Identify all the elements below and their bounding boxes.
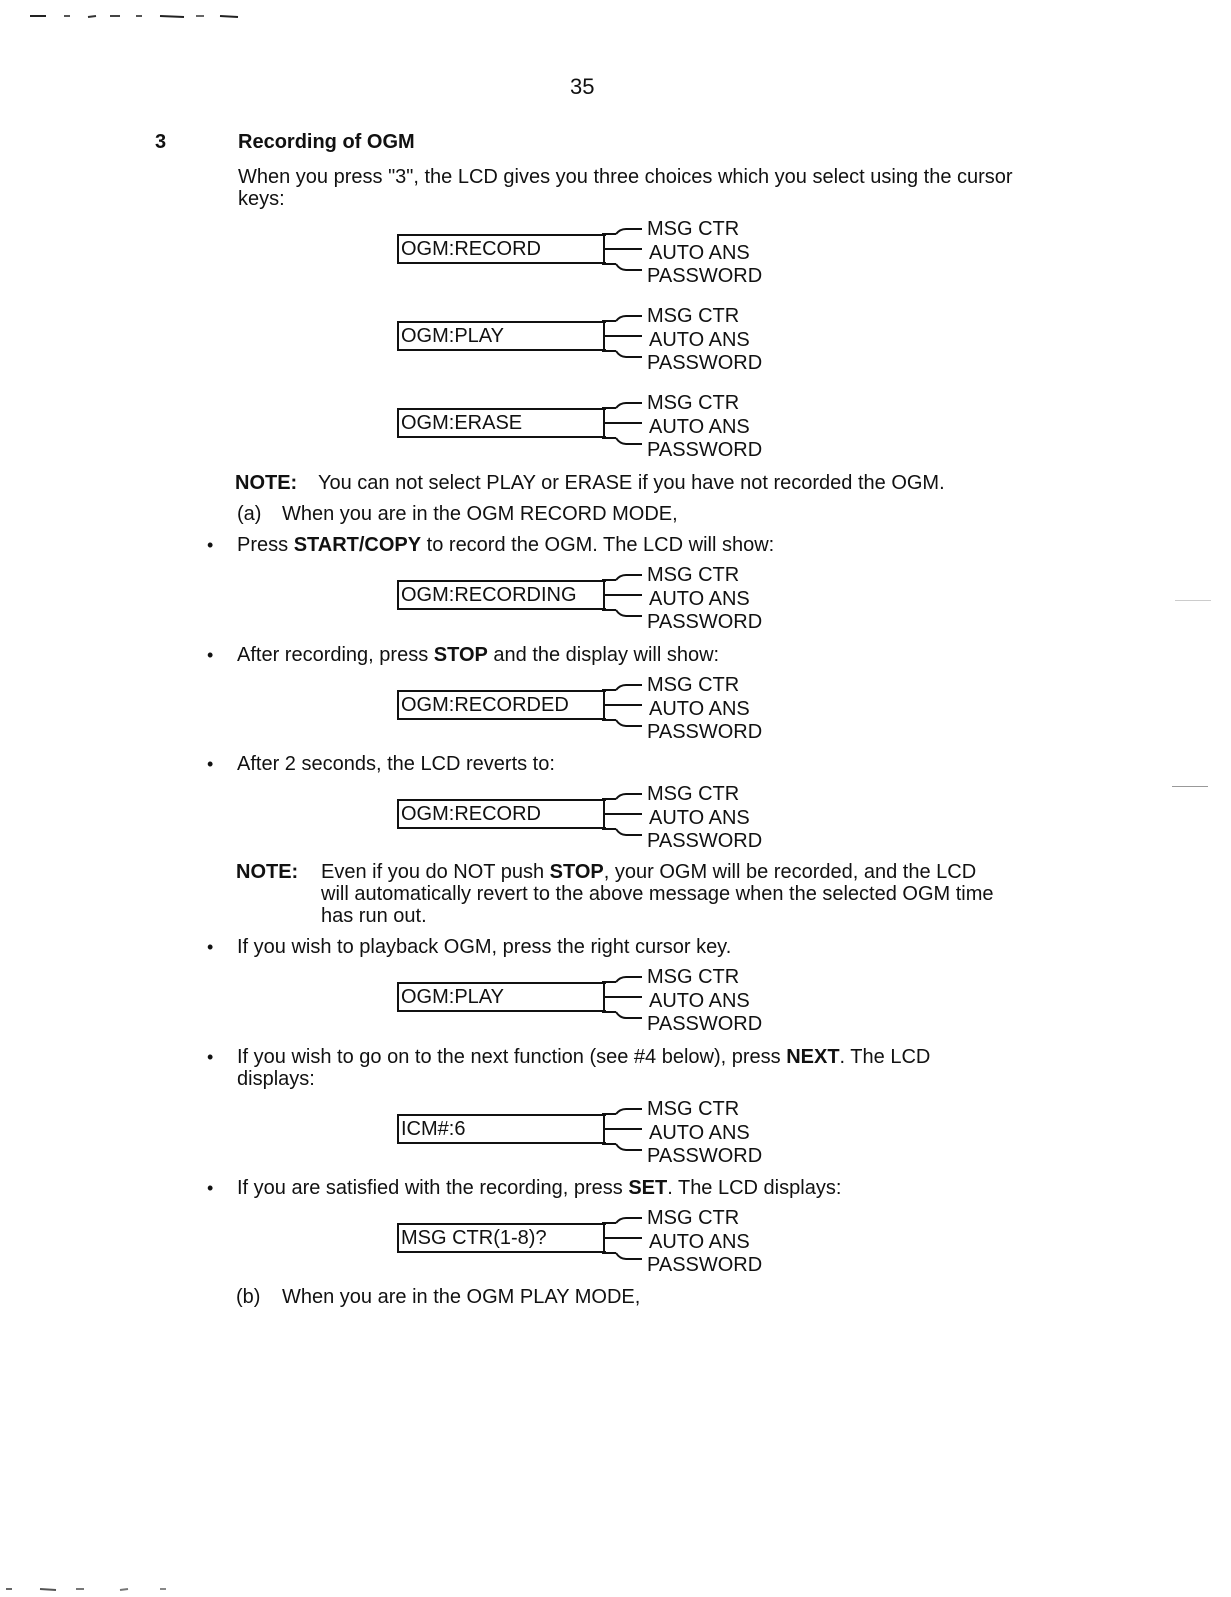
- lcd-display: OGM:RECORDING: [397, 580, 606, 610]
- intro-paragraph: When you press "3", the LCD gives you three choices which you select using the cursor keys:: [238, 166, 1013, 210]
- lcd-diagram: [397, 305, 777, 375]
- option-msg-ctr: MSG CTR: [647, 218, 740, 240]
- item-label: (a): [237, 503, 262, 525]
- lcd-diagram: [397, 1098, 777, 1168]
- connector-bracket: [602, 218, 647, 288]
- option-msg-ctr: MSG CTR: [647, 392, 740, 414]
- bullet-icon: •: [207, 1047, 214, 1067]
- option-msg-ctr: MSG CTR: [647, 305, 740, 327]
- option-auto-ans: AUTO ANS: [649, 1231, 750, 1253]
- item-text: When you are in the OGM PLAY MODE,: [282, 1286, 641, 1308]
- option-password: PASSWORD: [647, 721, 763, 743]
- option-password: PASSWORD: [647, 352, 763, 374]
- option-auto-ans: AUTO ANS: [649, 242, 750, 264]
- bullet-text: If you wish to go on to the next function (see #4 below), press NEXT. The LCD: [237, 1046, 931, 1068]
- option-msg-ctr: MSG CTR: [647, 966, 740, 988]
- margin-mark: [1175, 600, 1211, 601]
- bullet-icon: •: [207, 1178, 214, 1198]
- note-text: Even if you do NOT push STOP, your OGM will be recorded, and the LCD: [321, 861, 977, 883]
- item-text: When you are in the OGM RECORD MODE,: [282, 503, 678, 525]
- section-title: Recording of OGM: [238, 131, 415, 153]
- lcd-display: OGM:RECORD: [397, 799, 606, 829]
- lcd-diagram: [397, 392, 777, 462]
- scan-artifact: [0, 10, 240, 20]
- lcd-display: OGM:ERASE: [397, 408, 606, 438]
- connector-bracket: [602, 305, 647, 375]
- lcd-diagram: [397, 783, 777, 853]
- connector-bracket: [602, 392, 647, 462]
- item-label: (b): [236, 1286, 261, 1308]
- option-password: PASSWORD: [647, 1145, 763, 1167]
- lcd-display: OGM:PLAY: [397, 982, 606, 1012]
- connector-bracket: [602, 1098, 647, 1168]
- option-msg-ctr: MSG CTR: [647, 1207, 740, 1229]
- note-label: NOTE:: [235, 472, 298, 494]
- bullet-icon: •: [207, 535, 214, 555]
- bullet-text: displays:: [237, 1068, 315, 1090]
- option-auto-ans: AUTO ANS: [649, 990, 750, 1012]
- page-number: 35: [570, 74, 595, 99]
- option-msg-ctr: MSG CTR: [647, 783, 740, 805]
- lcd-diagram: [397, 564, 777, 634]
- option-auto-ans: AUTO ANS: [649, 698, 750, 720]
- connector-bracket: [602, 674, 647, 744]
- lcd-display: MSG CTR(1-8)?: [397, 1223, 606, 1253]
- connector-bracket: [602, 564, 647, 634]
- lcd-diagram: [397, 1207, 777, 1277]
- bullet-text: After 2 seconds, the LCD reverts to:: [237, 753, 555, 775]
- note-label: NOTE:: [236, 861, 299, 883]
- lcd-diagram: [397, 218, 777, 288]
- option-auto-ans: AUTO ANS: [649, 416, 750, 438]
- option-auto-ans: AUTO ANS: [649, 1122, 750, 1144]
- option-password: PASSWORD: [647, 1254, 763, 1276]
- lcd-diagram: [397, 674, 777, 744]
- option-msg-ctr: MSG CTR: [647, 1098, 740, 1120]
- connector-bracket: [602, 1207, 647, 1277]
- bullet-icon: •: [207, 645, 214, 665]
- note-text: You can not select PLAY or ERASE if you have not recorded the OGM.: [318, 472, 945, 494]
- option-msg-ctr: MSG CTR: [647, 674, 740, 696]
- bullet-icon: •: [207, 754, 214, 774]
- margin-mark: [1172, 786, 1208, 787]
- connector-bracket: [602, 966, 647, 1036]
- note-text: will automatically revert to the above message when the selected OGM time: [321, 883, 994, 905]
- lcd-display: OGM:RECORD: [397, 234, 606, 264]
- option-password: PASSWORD: [647, 265, 763, 287]
- option-password: PASSWORD: [647, 1013, 763, 1035]
- lcd-diagram: [397, 966, 777, 1036]
- option-auto-ans: AUTO ANS: [649, 588, 750, 610]
- bullet-text: If you are satisfied with the recording, press SET. The LCD displays:: [237, 1177, 842, 1199]
- option-msg-ctr: MSG CTR: [647, 564, 740, 586]
- option-password: PASSWORD: [647, 611, 763, 633]
- note-text: has run out.: [321, 905, 427, 927]
- option-password: PASSWORD: [647, 439, 763, 461]
- option-password: PASSWORD: [647, 830, 763, 852]
- option-auto-ans: AUTO ANS: [649, 329, 750, 351]
- bullet-icon: •: [207, 937, 214, 957]
- lcd-display: ICM#:6: [397, 1114, 606, 1144]
- bullet-text: If you wish to playback OGM, press the right cursor key.: [237, 936, 732, 958]
- bullet-text: Press START/COPY to record the OGM. The LCD will show:: [237, 534, 775, 556]
- lcd-display: OGM:RECORDED: [397, 690, 606, 720]
- section-number: 3: [155, 131, 167, 153]
- option-auto-ans: AUTO ANS: [649, 807, 750, 829]
- connector-bracket: [602, 783, 647, 853]
- scan-artifact: [0, 1585, 180, 1595]
- lcd-display: OGM:PLAY: [397, 321, 606, 351]
- bullet-text: After recording, press STOP and the display will show:: [237, 644, 720, 666]
